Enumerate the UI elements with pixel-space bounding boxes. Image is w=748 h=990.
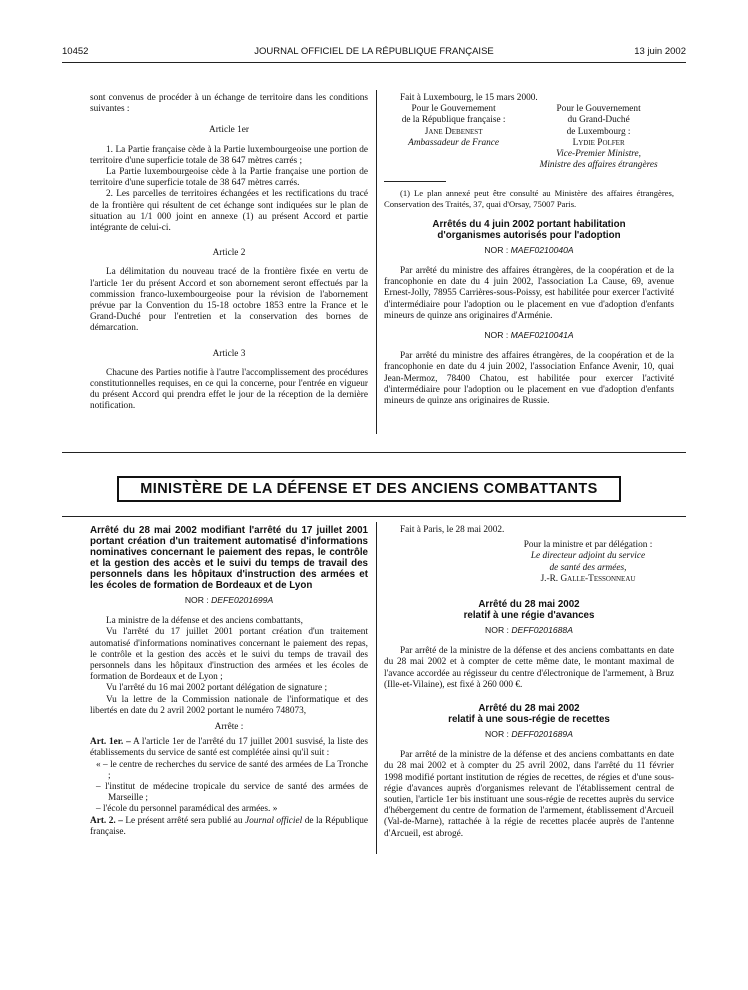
article-1-para-2: La Partie luxembourgeoise cède à la Partie française une portion de territoire d'une superficie totale de 38 647 mètres carrés. bbox=[90, 167, 368, 189]
nor-2-label: NOR : bbox=[484, 330, 509, 341]
luxembourg-done-at: Fait à Luxembourg, le 15 mars 2000. bbox=[400, 93, 538, 103]
defense-sig-name: J.-R. Galle-Tessonneau bbox=[540, 573, 636, 584]
recettes-title-line-2: relatif à une sous-régie de recettes bbox=[448, 714, 610, 726]
defense-sig-1: Pour la ministre et par délégation : bbox=[523, 540, 653, 551]
art-1-text: A l'article 1er de l'arrêté du 17 juillet 2001 susvisé, la liste des établissements du service de santé est complétée ainsi qu'il suit : bbox=[90, 737, 369, 759]
issue-date: 13 juin 2002 bbox=[634, 46, 686, 57]
list-item-2: – l'institut de médecine tropicale du service de santé des armées de Marseille ; bbox=[96, 782, 368, 804]
nor-defense-code: DEFE0201699A bbox=[211, 595, 274, 605]
sig-fr-role: Ambassadeur de France bbox=[408, 137, 500, 148]
arretes-title-line-1: Arrêtés du 4 juin 2002 portant habilitation bbox=[432, 218, 626, 230]
nor-1-code: MAEF0210040A bbox=[510, 244, 574, 255]
sig-fr-line-2: de la République française : bbox=[401, 115, 506, 126]
avances-title bbox=[384, 599, 674, 621]
avances-title-line-2: relatif à une régie d'avances bbox=[463, 610, 595, 622]
article-1-para-3: 2. Les parcelles de territoires échangées et les rectifications du tracé de la frontière qui résultent de cet échange sont indiquées sur le plan de situation au 1/1 000 joint en annexe (1) au présent Accord et partie intégrante de celui-ci. bbox=[90, 189, 368, 234]
arretes-title-line-2: d'organismes autorisés pour l'adoption bbox=[437, 229, 621, 241]
section-rule-top bbox=[62, 452, 686, 453]
art-2-label: Art. 2. – bbox=[90, 815, 123, 826]
bottom-left-column bbox=[90, 525, 368, 838]
art-2-text-a: Le présent arrêté sera publié au bbox=[125, 815, 243, 826]
paris-done-at: Fait à Paris, le 28 mai 2002. bbox=[400, 525, 505, 535]
nor-2-code: MAEF0210041A bbox=[510, 330, 574, 341]
defense-sig-2: Le directeur adjoint du service bbox=[530, 551, 646, 562]
article-3-heading: Article 3 bbox=[212, 348, 246, 359]
ministry-banner: MINISTÈRE DE LA DÉFENSE ET DES ANCIENS COMBATTANTS bbox=[117, 476, 621, 502]
article-2-para-1: La délimitation du nouveau tracé de la frontière fixée en vertu de l'article 1er du présent Accord et son abornement seront effectués par la commission franco-luxembourgeoise pour la révision de l'abornement prévue par la Convention du 15-18 octobre 1853 entre la France et le Grand-Duché pour l'entretien et la conservation des bornes de démarcation. bbox=[90, 267, 368, 334]
arrete-1-text: Par arrêté du ministre des affaires étrangères, de la coopération et de la francophonie en date du 4 juin 2002, l'association La Cause, 69, avenue Ernest-Jolly, 78955 Carrières-sous-Poissy, est habilitée pour exercer l'activité d'intermédiaire pour l'adoption ou le placement en vue d'adoption d'enfants mineurs de quinze ans originaires d'Arménie. bbox=[384, 266, 674, 321]
art-2-text-b: de la République française. bbox=[90, 815, 369, 837]
avances-text: Par arrêté de la ministre de la défense et des anciens combattants en date du 28 mai 2002 et à compter de cette même date, le montant maximal de l'avance accordée au régisseur du centre d'électronique de l'armement, à Bruz (Ille-et-Vilaine), est fixé à 260 000 €. bbox=[384, 646, 674, 690]
art-2-journal: Journal officiel bbox=[245, 815, 303, 826]
journal-title: JOURNAL OFFICIEL DE LA RÉPUBLIQUE FRANÇAISE bbox=[254, 46, 494, 57]
nor-1-label: NOR : bbox=[484, 244, 509, 255]
defense-sig-3: de santé des armées, bbox=[549, 562, 627, 573]
defense-p2: Vu l'arrêté du 17 juillet 2001 portant création d'un traitement automatisé d'informations nominatives concernant le paiement des repas, le contrôle et la gestion des accès et le suivi du temps de travail des personnels dans les hôpitaux d'instruction des armées et les écoles de formation de Bordeaux et de Lyon ; bbox=[90, 627, 368, 683]
article-2 bbox=[90, 816, 368, 838]
nor-recettes-label: NOR : bbox=[485, 729, 509, 740]
bottom-column-divider bbox=[376, 522, 377, 854]
bottom-right-column bbox=[384, 525, 674, 840]
article-1-heading: Article 1er bbox=[208, 125, 249, 136]
nor-recettes bbox=[384, 729, 674, 740]
article-2-heading: Article 2 bbox=[212, 248, 246, 259]
nor-avances-code: DEFF0201688A bbox=[511, 625, 573, 636]
art-1-label: Art. 1er. – bbox=[90, 737, 131, 748]
page-header bbox=[62, 46, 686, 60]
defense-p1: La ministre de la défense et des anciens combattants, bbox=[106, 616, 303, 627]
header-rule bbox=[62, 62, 686, 63]
top-left-column bbox=[90, 93, 368, 413]
nor-avances-label: NOR : bbox=[485, 625, 509, 636]
article-3-para-1: Chacune des Parties notifie à l'autre l'accomplissement des procédures constitutionnelles requises, en ce qui la concerne, pour l'entrée en vigueur du présent Accord qui prendra effet le jour de la réception de la dernière notification. bbox=[90, 367, 368, 412]
footnote: (1) Le plan annexé peut être consulté au Ministère des affaires étrangères, Conservation des Traités, 37, quai d'Orsay, 75007 Paris. bbox=[384, 188, 674, 209]
nor-defense bbox=[90, 595, 368, 606]
sig-lu-line-2: du Grand-Duché bbox=[567, 115, 630, 126]
defense-p3: Vu l'arrêté du 16 mai 2002 portant délégation de signature ; bbox=[106, 683, 328, 694]
footnote-rule bbox=[384, 181, 446, 182]
list-item-3: – l'école du personnel paramédical des armées. » bbox=[96, 804, 278, 815]
intro-text: sont convenus de procéder à un échange de territoire dans les conditions suivantes : bbox=[90, 93, 368, 115]
sig-lu-line-1: Pour le Gouvernement bbox=[556, 104, 641, 115]
sig-lu-name: Lydie Polfer bbox=[572, 137, 625, 148]
defense-p4: Vu la lettre de la Commission nationale de l'informatique et des libertés en date du 2 avril 2002 portant le numéro 748073, bbox=[90, 694, 368, 716]
sig-lu-line-3: de Luxembourg : bbox=[566, 126, 631, 137]
avances-title-line-1: Arrêté du 28 mai 2002 bbox=[478, 599, 580, 611]
nor-avances bbox=[384, 625, 674, 636]
arretes-title bbox=[384, 219, 674, 241]
arrete-defense-title: Arrêté du 28 mai 2002 modifiant l'arrêté du 17 juillet 2001 portant création d'un traitement automatisé d'informations nominatives concernant le paiement des repas, le contrôle et la gestion des accès et le suivi du temps de travail des personnels dans les hôpitaux d'instruction des armées et les écoles de formation de Bordeaux et de Lyon bbox=[90, 525, 368, 591]
top-column-divider bbox=[376, 90, 377, 434]
sig-lu-role-2: Ministre des affaires étrangères bbox=[539, 160, 658, 171]
article-1-para-1: 1. La Partie française cède à la Partie luxembourgeoise une portion de territoire d'une superficie totale de 38 647 mètres carrés ; bbox=[90, 144, 368, 166]
section-rule-bottom bbox=[62, 516, 686, 517]
nor-defense-label: NOR : bbox=[184, 595, 209, 605]
list-item-1: « – le centre de recherches du service de santé des armées de La Tronche ; bbox=[96, 759, 368, 781]
arrete-2-text: Par arrêté du ministre des affaires étrangères, de la coopération et de la francophonie en date du 4 juin 2002, l'association Enfance Avenir, 10, quai Jean-Mermoz, 78400 Chatou, est habilitée pour exercer l'activité d'intermédiaire pour l'adoption ou le placement en vue d'adoption d'enfants mineurs de quinze ans originaires de Russie. bbox=[384, 351, 674, 407]
nor-2 bbox=[384, 330, 674, 341]
defense-signature bbox=[502, 540, 674, 585]
signature-block bbox=[384, 104, 674, 171]
sig-fr-name: Jane Debenest bbox=[424, 126, 483, 137]
recettes-title-line-1: Arrêté du 28 mai 2002 bbox=[478, 703, 580, 715]
top-right-column bbox=[384, 93, 674, 407]
sig-fr-line-1: Pour le Gouvernement bbox=[411, 104, 496, 115]
recettes-text: Par arrêté de la ministre de la défense et des anciens combattants en date du 28 mai 2002 et à compter du 25 avril 2002, dans l'arrêté du 11 février 1998 modifié portant institution de régies de recettes, de régies et d'une sous-régie d'avances auprès d'organismes relevant de l'établissement central de soutien, l'article 1er bis instituant une sous-régie de recettes auprès du service d'hébergement du centre de formation de l'armement, établissement d'Arcueil (Val-de-Marne), rattachée à la régie de recettes placée auprès de l'antenne d'Arcueil, est abrogé. bbox=[384, 750, 674, 839]
article-1 bbox=[90, 737, 368, 759]
nor-recettes-code: DEFF0201689A bbox=[511, 729, 573, 740]
arrete-label: Arrête : bbox=[214, 722, 244, 733]
recettes-title bbox=[384, 703, 674, 725]
nor-1 bbox=[384, 245, 674, 256]
sig-lu-role-1: Vice-Premier Ministre, bbox=[556, 149, 642, 160]
page-number: 10452 bbox=[62, 46, 89, 57]
